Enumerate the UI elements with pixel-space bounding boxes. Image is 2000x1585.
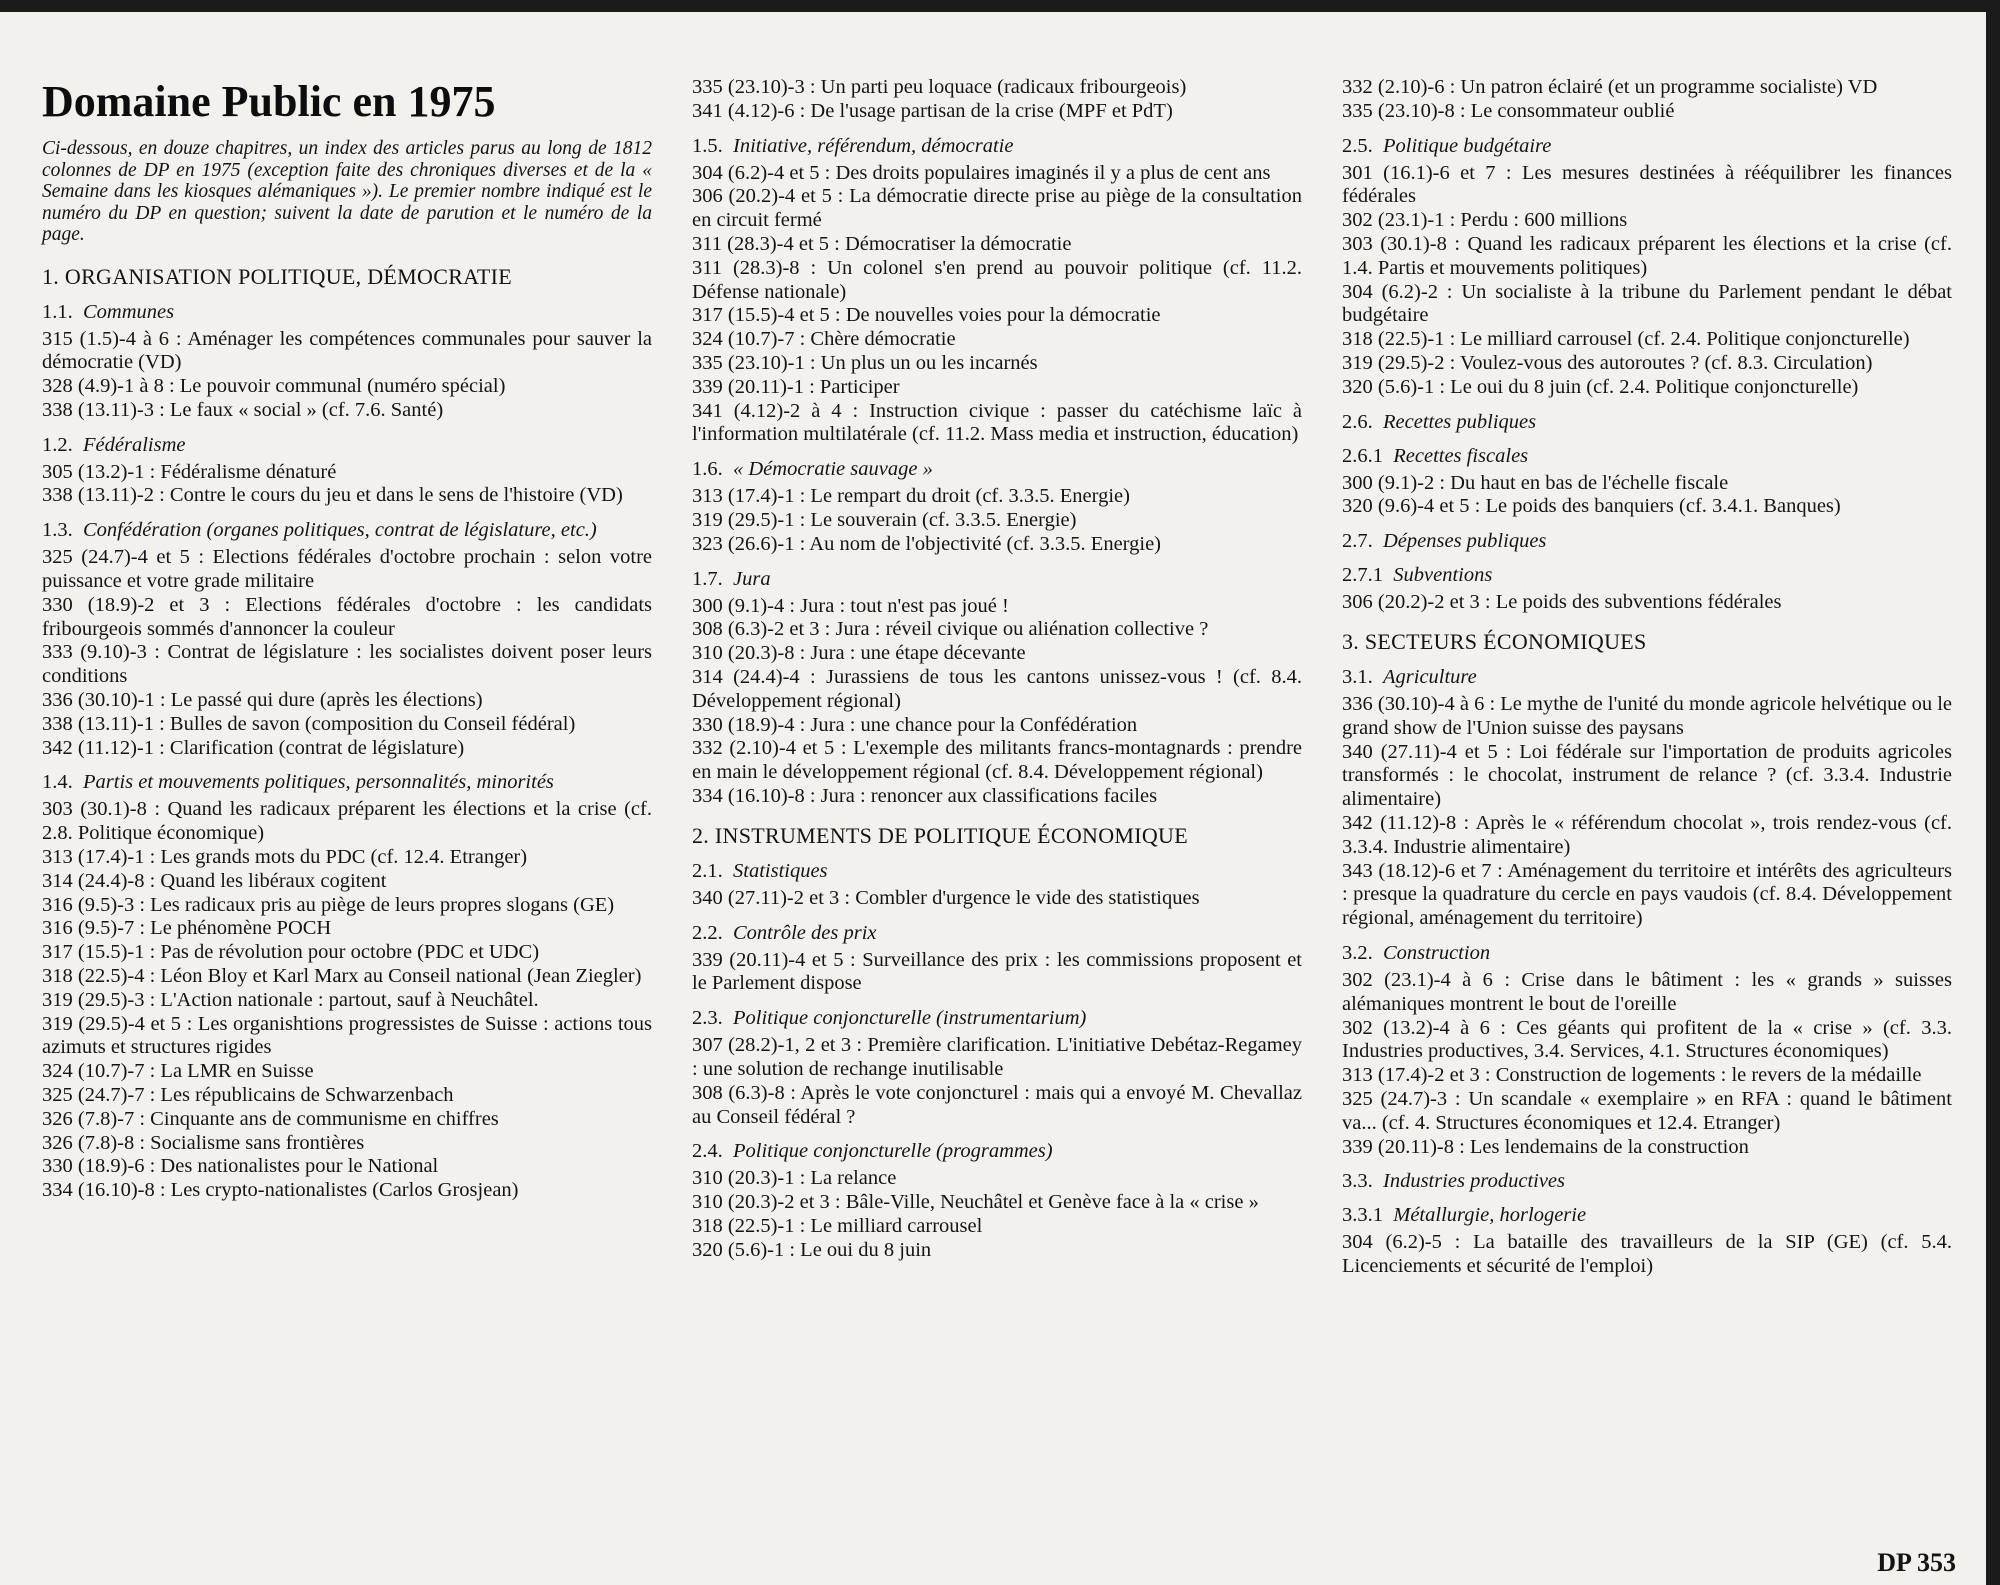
index-entry: 326 (7.8)-8 : Socialisme sans frontières [42,1131,365,1154]
section-heading [1342,1203,1952,1227]
index-entry: 318 (22.5)-1 : Le milliard carrousel (cf. 2.4. Politique conjoncturelle) [1342,328,1910,351]
index-entry: 341 (4.12)-2 à 4 : Instruction civique : passer du catéchisme laïc à l'information multilatérale (cf. 11.2. Mass media et instruction, éducation) [692,399,1302,446]
chapter-heading: 2. INSTRUMENTS DE POLITIQUE ÉCONOMIQUE [692,822,1188,848]
section-name: Contrôle des prix [733,921,877,944]
section-number: 1.4. [42,771,73,794]
section-number: 3.3.1 [1342,1204,1383,1227]
index-entry: 334 (16.10)-8 : Jura : renoncer aux classifications faciles [692,784,1158,807]
section-heading [692,567,1302,591]
column-2 [692,76,1302,1262]
index-entry: 301 (16.1)-6 et 7 : Les mesures destinées à rééquilibrer les finances fédérales [1342,161,1952,208]
section-name: Communes [83,300,175,323]
index-entry: 336 (30.10)-1 : Le passé qui dure (après les élections) [42,689,483,712]
index-entry: 320 (5.6)-1 : Le oui du 8 juin [692,1238,932,1261]
section-number: 3.1. [1342,665,1373,688]
index-entry: 308 (6.3)-2 et 3 : Jura : réveil civique ou aliénation collective ? [692,618,1209,641]
section-heading [692,1139,1302,1163]
index-entry: 315 (1.5)-4 à 6 : Aménager les compétences communales pour sauver la démocratie (VD) [42,327,652,374]
section-heading [1342,1169,1952,1193]
index-entry: 335 (23.10)-1 : Un plus un ou les incarnés [692,351,1038,374]
column-3 [1342,76,1952,1279]
section-number: 1.7. [692,567,723,590]
section-name: Métallurgie, horlogerie [1393,1204,1587,1227]
index-entry: 319 (29.5)-3 : L'Action nationale : partout, sauf à Neuchâtel. [42,988,539,1011]
section-heading [1342,529,1952,553]
index-entry: 319 (29.5)-1 : Le souverain (cf. 3.3.5. Energie) [692,508,1077,531]
section-name: Construction [1383,941,1491,964]
section-number: 2.7. [1342,530,1373,553]
index-entry: 300 (9.1)-2 : Du haut en bas de l'échelle fiscale [1342,471,1729,494]
section-number: 2.2. [692,921,723,944]
page-title: Domaine Public en 1975 [42,77,496,126]
index-entry: 302 (13.2)-4 à 6 : Ces géants qui profitent de la « crise » (cf. 3.3. Industries productives, 3.4. Services, 4.1. Structures économiques) [1342,1016,1952,1063]
section-heading [692,921,1302,945]
index-entry: 318 (22.5)-1 : Le milliard carrousel [692,1214,983,1237]
section-name: Agriculture [1383,665,1477,688]
index-entry: 338 (13.11)-2 : Contre le cours du jeu et dans le sens de l'histoire (VD) [42,484,623,507]
index-entry: 317 (15.5)-4 et 5 : De nouvelles voies pour la démocratie [692,304,1161,327]
section-heading [42,433,652,457]
index-entry: 310 (20.3)-2 et 3 : Bâle-Ville, Neuchâtel et Genève face à la « crise » [692,1191,1259,1214]
section-name: Confédération (organes politiques, contrat de législature, etc.) [83,519,597,542]
index-entry: 333 (9.10)-3 : Contrat de législature : les socialistes doivent poser leurs conditions [42,641,652,688]
index-entry: 325 (24.7)-4 et 5 : Elections fédérales d'octobre prochain : selon votre puissance et votre grade militaire [42,546,652,593]
index-entry: 339 (20.11)-8 : Les lendemains de la construction [1342,1135,1749,1158]
section-name: Jura [733,567,771,590]
index-entry: 339 (20.11)-1 : Participer [692,375,900,398]
index-entry: 314 (24.4)-4 : Jurassiens de tous les cantons unissez-vous ! (cf. 8.4. Développement régional) [692,665,1302,712]
index-entry: 314 (24.4)-8 : Quand les libéraux cogitent [42,869,387,892]
section-number: 2.5. [1342,134,1373,157]
index-entry: 330 (18.9)-2 et 3 : Elections fédérales d'octobre : les candidats fribourgeois sommés d'annoncer la couleur [42,593,652,640]
section-name: Partis et mouvements politiques, personnalités, minorités [83,771,554,794]
index-entry: 328 (4.9)-1 à 8 : Le pouvoir communal (numéro spécial) [42,375,506,398]
section-heading [692,1006,1302,1030]
index-entry: 320 (5.6)-1 : Le oui du 8 juin (cf. 2.4. Politique conjoncturelle) [1342,375,1859,398]
index-entry: 330 (18.9)-6 : Des nationalistes pour le National [42,1155,439,1178]
section-heading [42,300,652,324]
section-name: Industries productives [1383,1170,1566,1193]
section-number: 2.7.1 [1342,564,1383,587]
section-name: Recettes fiscales [1393,444,1529,467]
section-name: Dépenses publiques [1383,530,1547,553]
index-entry: 303 (30.1)-8 : Quand les radicaux préparent les élections et la crise (cf. 1.4. Partis et mouvements politiques) [1342,232,1952,279]
index-entry: 324 (10.7)-7 : La LMR en Suisse [42,1060,314,1083]
section-number: 3.2. [1342,941,1373,964]
index-entry: 324 (10.7)-7 : Chère démocratie [692,328,956,351]
index-entry: 325 (24.7)-7 : Les républicains de Schwarzenbach [42,1084,454,1107]
section-number: 2.6.1 [1342,444,1383,467]
index-entry: 323 (26.6)-1 : Au nom de l'objectivité (cf. 3.3.5. Energie) [692,532,1162,555]
section-number: 1.1. [42,300,73,323]
section-name: Subventions [1393,564,1493,587]
section-number: 2.3. [692,1007,723,1030]
index-entry: 316 (9.5)-3 : Les radicaux pris au piège de leurs propres slogans (GE) [42,893,615,916]
index-entry: 313 (17.4)-1 : Le rempart du droit (cf. 3.3.5. Energie) [692,485,1130,508]
column-1 [42,76,652,1203]
section-number: 1.5. [692,134,723,157]
index-entry: 335 (23.10)-3 : Un parti peu loquace (radicaux fribourgeois) [692,76,1187,98]
section-number: 2.6. [1342,410,1373,433]
index-entry: 334 (16.10)-8 : Les crypto-nationalistes (Carlos Grosjean) [42,1179,519,1202]
index-entry: 311 (28.3)-8 : Un colonel s'en prend au pouvoir politique (cf. 11.2. Défense nationale) [692,256,1302,303]
index-entry: 343 (18.12)-6 et 7 : Aménagement du territoire et intérêts des agriculteurs : presque la quadrature du cercle en pays vaudois (cf. 8.4. Développement régional, aménagement du territoire) [1342,859,1952,930]
index-entry: 338 (13.11)-1 : Bulles de savon (composition du Conseil fédéral) [42,712,576,735]
index-entry: 330 (18.9)-4 : Jura : une chance pour la Confédération [692,713,1138,736]
section-name: Fédéralisme [83,433,186,456]
section-heading [1342,410,1952,434]
index-entry: 342 (11.12)-8 : Après le « référendum chocolat », trois rendez-vous (cf. 3.3.4. Industrie alimentaire) [1342,811,1952,858]
section-name: Initiative, référendum, démocratie [733,134,1014,157]
chapter-heading: 1. ORGANISATION POLITIQUE, DÉMOCRATIE [42,263,513,289]
index-entry: 338 (13.11)-3 : Le faux « social » (cf. 7.6. Santé) [42,398,444,421]
section-name: Recettes publiques [1383,410,1537,433]
index-entry: 300 (9.1)-4 : Jura : tout n'est pas joué ! [692,594,1009,617]
section-heading [1342,941,1952,965]
index-entry: 332 (2.10)-4 et 5 : L'exemple des militants francs-montagnards : prendre en main le développement régional (cf. 8.4. Développement régional) [692,737,1302,784]
index-entry: 306 (20.2)-4 et 5 : La démocratie directe prise au piège de la consultation en circuit fermé [692,185,1302,232]
section-name: Politique conjoncturelle (programmes) [733,1140,1053,1163]
section-number: 1.3. [42,519,73,542]
index-entry: 340 (27.11)-4 et 5 : Loi fédérale sur l'importation de produits agricoles transformés : le chocolat, instrument de relance ? (cf. 3.3.4. Industrie alimentaire) [1342,740,1952,811]
index-entry: 332 (2.10)-6 : Un patron éclairé (et un programme socialiste) VD [1342,76,1878,98]
section-name: Politique conjoncturelle (instrumentarium) [733,1007,1087,1030]
index-entry: 319 (29.5)-4 et 5 : Les organishtions progressistes de Suisse : actions tous azimuts et structures rigides [42,1012,652,1059]
index-entry: 304 (6.2)-4 et 5 : Des droits populaires imaginés il y a plus de cent ans [692,161,1271,184]
index-entry: 302 (23.1)-1 : Perdu : 600 millions [1342,209,1628,232]
index-entry: 326 (7.8)-7 : Cinquante ans de communisme en chiffres [42,1107,499,1130]
index-entry: 306 (20.2)-2 et 3 : Le poids des subventions fédérales [1342,591,1782,614]
chapter-heading: 3. SECTEURS ÉCONOMIQUES [1342,628,1647,654]
index-entry: 310 (20.3)-8 : Jura : une étape décevante [692,642,1026,665]
section-heading [692,457,1302,481]
top-border [0,0,2000,12]
section-name: « Démocratie sauvage » [733,458,933,481]
right-border [1986,0,2000,1585]
section-number: 1.2. [42,433,73,456]
index-entry: 307 (28.2)-1, 2 et 3 : Première clarification. L'initiative Debétaz-Regamey : une solution de rechange inutilisable [692,1034,1302,1080]
index-entry: 304 (6.2)-2 : Un socialiste à la tribune du Parlement pendant le débat budgétaire [1342,280,1952,327]
column-2-entries [692,76,1302,1262]
index-entry: 304 (6.2)-5 : La bataille des travailleurs de la SIP (GE) (cf. 5.4. Licenciements et sécurité de l'emploi) [1342,1231,1952,1278]
index-entry: 319 (29.5)-2 : Voulez-vous des autoroutes ? (cf. 8.3. Circulation) [1342,351,1873,374]
column-3-entries [1342,76,1952,1279]
section-heading [42,518,652,542]
section-heading [42,770,652,794]
section-heading [692,859,1302,883]
section-name: Politique budgétaire [1383,134,1552,157]
section-name: Statistiques [733,859,828,882]
column-1-entries [42,264,652,1204]
index-entry: 310 (20.3)-1 : La relance [692,1167,897,1190]
index-entry: 336 (30.10)-4 à 6 : Le mythe de l'unité du monde agricole helvétique ou le grand show de l'Union suisse des paysans [1342,692,1952,739]
index-entry: 339 (20.11)-4 et 5 : Surveillance des prix : les commissions proposent et le Parlement dispose [692,948,1302,995]
index-entry: 318 (22.5)-4 : Léon Bloy et Karl Marx au Conseil national (Jean Ziegler) [42,965,642,988]
index-entry: 313 (17.4)-2 et 3 : Construction de logements : le revers de la médaille [1342,1064,1922,1087]
section-heading [1342,444,1952,468]
index-entry: 335 (23.10)-8 : Le consommateur oublié [1342,99,1675,122]
index-entry: 302 (23.1)-4 à 6 : Crise dans le bâtiment : les « grands » suisses alémaniques montrent le bout de l'oreille [1342,968,1952,1015]
section-number: 1.6. [692,458,723,481]
index-entry: 308 (6.3)-8 : Après le vote conjoncturel : mais qui a envoyé M. Chevallaz au Conseil fédéral ? [692,1081,1302,1128]
index-entry: 313 (17.4)-1 : Les grands mots du PDC (cf. 12.4. Etranger) [42,846,528,869]
section-heading [692,134,1302,158]
section-heading [1342,665,1952,689]
index-entry: 325 (24.7)-3 : Un scandale « exemplaire » en RFA : quand le bâtiment va... (cf. 4. Structures économiques et 12.4. Etranger) [1342,1087,1952,1134]
index-entry: 340 (27.11)-2 et 3 : Combler d'urgence le vide des statistiques [692,886,1200,909]
index-entry: 316 (9.5)-7 : Le phénomène POCH [42,917,332,940]
section-number: 2.4. [692,1140,723,1163]
section-heading [1342,134,1952,158]
index-entry: 341 (4.12)-6 : De l'usage partisan de la crise (MPF et PdT) [692,99,1173,122]
index-entry: 342 (11.12)-1 : Clarification (contrat de législature) [42,736,465,759]
index-entry: 303 (30.1)-8 : Quand les radicaux préparent les élections et la crise (cf. 2.8. Politique économique) [42,798,652,845]
page-number: DP 353 [1877,1548,1956,1577]
index-entry: 311 (28.3)-4 et 5 : Démocratiser la démocratie [692,232,1072,255]
intro-paragraph: Ci-dessous, en douze chapitres, un index des articles parus au long de 1812 colonnes de DP en 1975 (exception faite des chroniques diverses et de la « Semaine dans les kiosques alémaniques »). Le premier nombre indiqué est le numéro du DP en question; suivent la date de parution et le numéro de la page. [42,138,652,245]
index-entry: 320 (9.6)-4 et 5 : Le poids des banquiers (cf. 3.4.1. Banques) [1342,495,1841,518]
index-entry: 305 (13.2)-1 : Fédéralisme dénaturé [42,460,337,483]
section-heading [1342,563,1952,587]
section-number: 2.1. [692,859,723,882]
section-number: 3.3. [1342,1170,1373,1193]
index-entry: 317 (15.5)-1 : Pas de révolution pour octobre (PDC et UDC) [42,941,540,964]
